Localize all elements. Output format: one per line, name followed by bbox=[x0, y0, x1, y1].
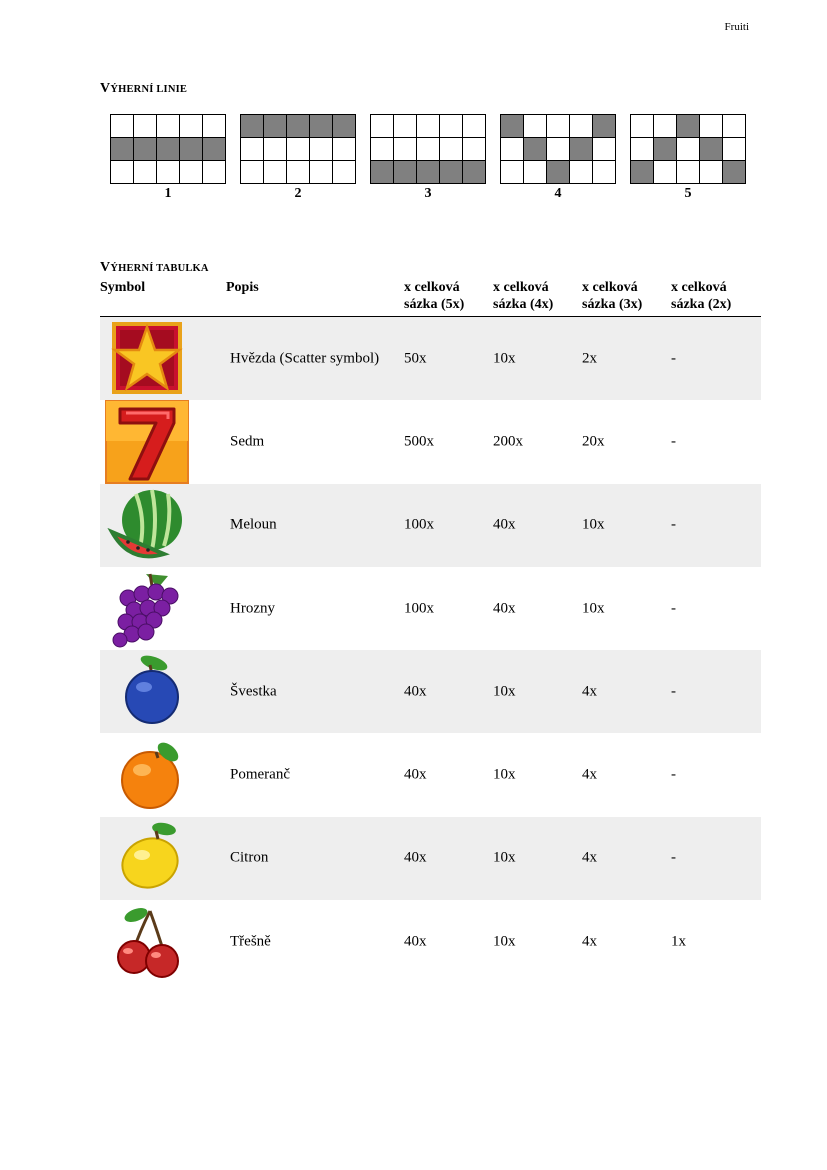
payline-cell-active bbox=[417, 161, 440, 184]
payline-cell-active bbox=[700, 138, 723, 161]
payline-grid bbox=[630, 114, 746, 184]
payline-number: 1 bbox=[164, 186, 172, 201]
table-row bbox=[100, 567, 761, 650]
payline-3 bbox=[370, 114, 486, 202]
payline-cell-active bbox=[111, 138, 134, 161]
cherries-icon bbox=[106, 901, 188, 983]
payline-cell-active bbox=[264, 115, 287, 138]
payout-3x: 20x bbox=[582, 433, 605, 450]
payline-cell bbox=[371, 138, 394, 161]
payline-cell bbox=[241, 138, 264, 161]
payline-cell bbox=[264, 161, 287, 184]
orange-icon bbox=[106, 734, 188, 816]
symbol-name: Hvězda (Scatter symbol) bbox=[230, 350, 380, 367]
payline-cell bbox=[440, 115, 463, 138]
payline-cell bbox=[333, 138, 356, 161]
payline-5 bbox=[630, 114, 746, 202]
header-3x: x celková sázka (3x) bbox=[582, 280, 643, 312]
payout-3x: 2x bbox=[582, 350, 597, 367]
payline-cell bbox=[394, 138, 417, 161]
payline-cell bbox=[417, 138, 440, 161]
payline-cell-active bbox=[501, 115, 524, 138]
payline-cell bbox=[570, 115, 593, 138]
payline-cell bbox=[287, 161, 310, 184]
payline-cell bbox=[134, 115, 157, 138]
payout-5x: 100x bbox=[404, 600, 434, 617]
payline-cell bbox=[593, 138, 616, 161]
payout-3x: 10x bbox=[582, 600, 605, 617]
payout-3x: 4x bbox=[582, 849, 597, 866]
payline-cell-active bbox=[310, 115, 333, 138]
payout-5x: 40x bbox=[404, 766, 427, 783]
game-name: Fruiti bbox=[724, 21, 749, 33]
symbol-name: Pomeranč bbox=[230, 766, 290, 783]
payline-grid bbox=[110, 114, 226, 184]
payline-cell bbox=[371, 115, 394, 138]
payline-cell bbox=[677, 138, 700, 161]
payline-cell bbox=[463, 115, 486, 138]
payline-cell bbox=[524, 115, 547, 138]
table-row bbox=[100, 733, 761, 816]
payout-2x: 1x bbox=[671, 933, 686, 950]
payline-cell-active bbox=[463, 161, 486, 184]
watermelon-icon bbox=[106, 484, 188, 566]
symbol-name: Hrozny bbox=[230, 600, 275, 617]
payline-cell bbox=[501, 161, 524, 184]
star-icon bbox=[106, 318, 188, 400]
payline-cell bbox=[310, 161, 333, 184]
symbol-name: Třešně bbox=[230, 933, 271, 950]
payline-cell bbox=[203, 115, 226, 138]
payout-4x: 40x bbox=[493, 600, 516, 617]
payline-cell bbox=[287, 138, 310, 161]
payline-cell-active bbox=[134, 138, 157, 161]
payline-cell bbox=[111, 115, 134, 138]
paylines-title: VÝHERNÍ LINIE bbox=[100, 81, 188, 96]
paylines-diagram bbox=[110, 114, 750, 204]
table-row bbox=[100, 317, 761, 400]
payout-2x: - bbox=[671, 350, 676, 367]
payline-cell-active bbox=[241, 115, 264, 138]
header-description: Popis bbox=[226, 280, 259, 295]
payline-cell bbox=[417, 115, 440, 138]
table-row bbox=[100, 817, 761, 900]
payline-cell-active bbox=[723, 161, 746, 184]
table-row bbox=[100, 400, 761, 483]
payline-cell-active bbox=[203, 138, 226, 161]
payline-cell-active bbox=[631, 161, 654, 184]
payline-1 bbox=[110, 114, 226, 202]
payline-cell bbox=[310, 138, 333, 161]
payline-cell bbox=[440, 138, 463, 161]
payline-number: 3 bbox=[424, 186, 432, 201]
payout-5x: 40x bbox=[404, 683, 427, 700]
payout-4x: 10x bbox=[493, 933, 516, 950]
payline-cell bbox=[677, 161, 700, 184]
paytable-title: VÝHERNÍ TABULKA bbox=[100, 260, 209, 275]
payline-cell-active bbox=[157, 138, 180, 161]
payout-5x: 500x bbox=[404, 433, 434, 450]
payline-cell bbox=[593, 161, 616, 184]
payline-cell-active bbox=[394, 161, 417, 184]
payout-5x: 100x bbox=[404, 516, 434, 533]
payline-4 bbox=[500, 114, 616, 202]
payline-cell bbox=[134, 161, 157, 184]
header-2x: x celková sázka (2x) bbox=[671, 280, 732, 312]
payline-cell bbox=[631, 115, 654, 138]
payline-cell bbox=[264, 138, 287, 161]
paytable-rows bbox=[100, 317, 761, 983]
payout-4x: 10x bbox=[493, 350, 516, 367]
payline-cell bbox=[501, 138, 524, 161]
payline-cell-active bbox=[547, 161, 570, 184]
payout-3x: 4x bbox=[582, 933, 597, 950]
payout-3x: 10x bbox=[582, 516, 605, 533]
payline-cell bbox=[570, 161, 593, 184]
seven-icon bbox=[104, 399, 190, 485]
payline-cell bbox=[700, 161, 723, 184]
payout-5x: 40x bbox=[404, 849, 427, 866]
header-4x: x celková sázka (4x) bbox=[493, 280, 554, 312]
payout-2x: - bbox=[671, 433, 676, 450]
payline-cell bbox=[700, 115, 723, 138]
grapes-icon bbox=[106, 568, 188, 650]
payline-cell-active bbox=[524, 138, 547, 161]
symbol-name: Sedm bbox=[230, 433, 265, 450]
payline-cell-active bbox=[180, 138, 203, 161]
symbol-name: Meloun bbox=[230, 516, 277, 533]
payout-2x: - bbox=[671, 766, 676, 783]
symbol-name: Citron bbox=[230, 849, 269, 866]
payout-4x: 10x bbox=[493, 849, 516, 866]
payline-cell bbox=[180, 115, 203, 138]
payout-2x: - bbox=[671, 516, 676, 533]
payline-cell bbox=[394, 115, 417, 138]
payline-cell bbox=[241, 161, 264, 184]
lemon-icon bbox=[106, 817, 188, 899]
payline-cell-active bbox=[593, 115, 616, 138]
payline-number: 2 bbox=[294, 186, 302, 201]
payout-5x: 40x bbox=[404, 933, 427, 950]
payline-cell-active bbox=[440, 161, 463, 184]
payline-cell bbox=[524, 161, 547, 184]
payline-cell-active bbox=[654, 138, 677, 161]
paytable-header bbox=[100, 279, 761, 317]
payline-cell bbox=[111, 161, 134, 184]
payline-number: 4 bbox=[554, 186, 562, 201]
payline-cell bbox=[723, 138, 746, 161]
payline-grid bbox=[500, 114, 616, 184]
payline-cell bbox=[333, 161, 356, 184]
payout-2x: - bbox=[671, 600, 676, 617]
payout-2x: - bbox=[671, 683, 676, 700]
payout-3x: 4x bbox=[582, 766, 597, 783]
payline-cell bbox=[180, 161, 203, 184]
payline-cell bbox=[547, 115, 570, 138]
payline-cell bbox=[654, 161, 677, 184]
payout-5x: 50x bbox=[404, 350, 427, 367]
header-symbol: Symbol bbox=[100, 280, 146, 295]
payline-cell bbox=[654, 115, 677, 138]
payout-4x: 40x bbox=[493, 516, 516, 533]
payout-4x: 10x bbox=[493, 683, 516, 700]
payline-cell bbox=[157, 115, 180, 138]
payline-cell-active bbox=[371, 161, 394, 184]
payline-cell bbox=[157, 161, 180, 184]
payline-cell bbox=[631, 138, 654, 161]
plum-icon bbox=[106, 651, 188, 733]
payline-cell bbox=[203, 161, 226, 184]
payline-cell bbox=[723, 115, 746, 138]
payout-2x: - bbox=[671, 849, 676, 866]
payline-cell-active bbox=[287, 115, 310, 138]
payline-grid bbox=[240, 114, 356, 184]
header-5x: x celková sázka (5x) bbox=[404, 280, 465, 312]
payout-4x: 10x bbox=[493, 766, 516, 783]
payline-cell-active bbox=[677, 115, 700, 138]
payline-cell-active bbox=[333, 115, 356, 138]
payout-3x: 4x bbox=[582, 683, 597, 700]
table-row bbox=[100, 484, 761, 567]
table-row bbox=[100, 900, 761, 983]
payline-cell bbox=[463, 138, 486, 161]
payline-cell-active bbox=[570, 138, 593, 161]
payline-cell bbox=[547, 138, 570, 161]
payline-2 bbox=[240, 114, 356, 202]
symbol-name: Švestka bbox=[230, 683, 277, 700]
payline-grid bbox=[370, 114, 486, 184]
payline-number: 5 bbox=[684, 186, 692, 201]
table-row bbox=[100, 650, 761, 733]
payout-4x: 200x bbox=[493, 433, 523, 450]
